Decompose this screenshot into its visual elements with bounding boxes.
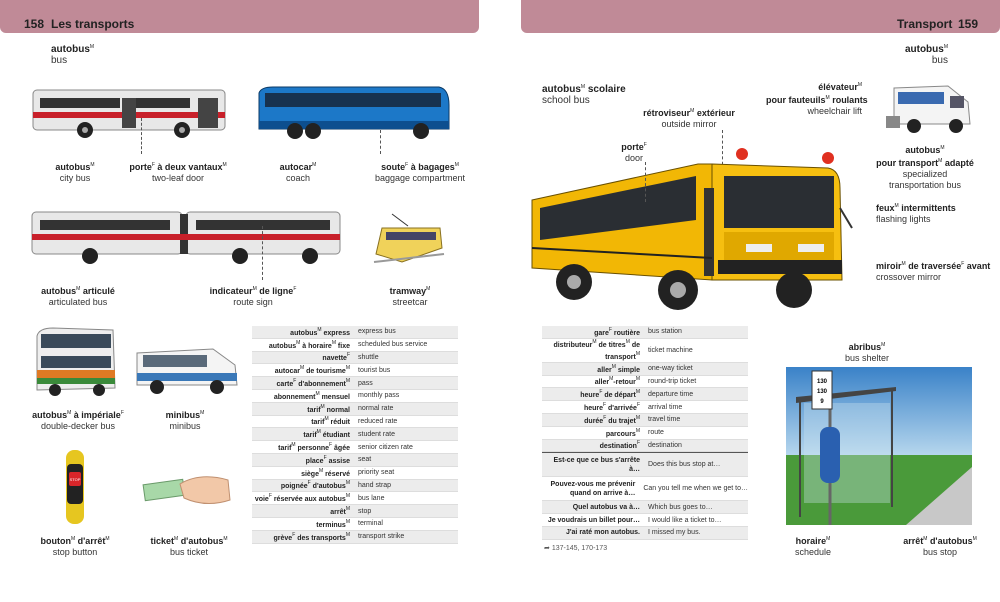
- baggage-pointer: [380, 130, 381, 154]
- label-bus-shelter: abribus$^M$ bus shelter: [844, 342, 890, 363]
- stop-sign-text: STOP: [69, 477, 81, 482]
- vocab-english: terminal: [358, 520, 383, 528]
- phrase-row: [542, 527, 748, 540]
- left-vocab-row: [252, 403, 458, 416]
- vocab-french: Pouvez-vous me prévenir quand on arrive à…: [550, 480, 636, 497]
- label-city-bus: autobus$^M$ city bus: [55, 162, 95, 183]
- label-streetcar: tramway$^M$ streetcar: [389, 286, 431, 307]
- vocab-french: arrêt$^M$: [330, 506, 350, 517]
- bus-shelter-image: [786, 367, 972, 525]
- left-vocab-row: [252, 480, 458, 493]
- vocab-french: carte$^F$ d'abonnement$^M$: [276, 378, 350, 389]
- left-vocab-row: [252, 326, 458, 339]
- left-vocab-row: [252, 467, 458, 480]
- vocab-french: heure$^F$ de départ$^M$: [580, 389, 640, 400]
- arrow-icon: ➦: [544, 545, 552, 552]
- left-vocab-row: [252, 518, 458, 531]
- right-vocab-row: [542, 339, 748, 363]
- label-two-leaf-door: porte$^F$ à deux vantaux$^M$ two-leaf door: [129, 162, 227, 183]
- vocab-french: gare$^F$ routière: [594, 326, 640, 337]
- left-page-title: Les transports: [51, 17, 135, 31]
- vocab-french: navette$^F$: [322, 352, 350, 363]
- sign-number-1: 130: [816, 379, 828, 385]
- vocab-english: bus lane: [358, 494, 385, 502]
- label-flashing-lights: feux$^M$ intermittents flashing lights: [876, 203, 956, 224]
- left-vocab-row: [252, 505, 458, 518]
- vocab-english: I missed my bus.: [648, 529, 701, 537]
- label-coach: autocar$^M$ coach: [279, 162, 317, 183]
- vocab-french: tarif$^M$ normal: [307, 403, 350, 414]
- vocab-french: distributeur$^M$ de titres$^M$ de transport$^M$: [553, 339, 640, 362]
- vocab-french: J'ai raté mon autobus.: [565, 529, 640, 537]
- label-minibus: minibus$^M$ minibus: [165, 410, 205, 431]
- cross-reference: ➦ 137-145, 170-173: [544, 545, 608, 552]
- label-wheelchair-lift: élévateur$^M$ pour fauteuils$^M$ roulants wheelchair lift: [766, 82, 868, 116]
- phrase-row: [542, 501, 748, 514]
- left-page-number: 158: [24, 17, 45, 31]
- stop-button-image: [60, 448, 90, 526]
- sign-number-2: 130: [816, 389, 828, 395]
- vocab-english: express bus: [358, 328, 396, 336]
- vocab-french: tarif$^M$ réduit: [311, 416, 350, 427]
- vocab-english: monthly pass: [358, 392, 400, 400]
- vocab-french: grève$^F$ des transports$^M$: [273, 531, 350, 542]
- phrase-row: [542, 477, 748, 501]
- left-vocab-row: [252, 352, 458, 365]
- vocab-english: student rate: [358, 430, 395, 438]
- right-vocab-row: [542, 326, 748, 339]
- vocab-french: aller$^M$ simple: [597, 363, 640, 374]
- vocab-french: parcours$^M$: [605, 427, 640, 438]
- label-school-bus: autobus$^M$ scolaire school bus: [542, 84, 626, 106]
- vocab-english: one-way ticket: [648, 365, 693, 373]
- coach-image: [253, 85, 453, 143]
- route-sign-pointer: [262, 226, 263, 280]
- vocab-french: terminus$^M$: [316, 518, 350, 529]
- label-baggage-compartment: soute$^F$ à bagages$^M$ baggage compartment: [374, 162, 466, 183]
- vocab-french: autobus$^M$ à horaire$^M$ fixe: [268, 339, 350, 350]
- vocab-english: hand strap: [358, 481, 392, 489]
- vocab-english: shuttle: [358, 353, 379, 361]
- vocab-english: priority seat: [358, 469, 395, 477]
- right-header-label: autobus$^M$ bus: [904, 44, 948, 66]
- label-door: porte$^F$ door: [621, 142, 647, 163]
- vocab-french: aller$^M$-retour$^M$: [594, 376, 640, 387]
- minibus-image: [133, 345, 243, 397]
- left-vocab-row: [252, 531, 458, 544]
- vocab-french: autocar$^M$ de tourisme$^M$: [274, 365, 350, 376]
- left-vocab-row: [252, 377, 458, 390]
- vocab-english: travel time: [648, 416, 681, 424]
- label-schedule: horaire$^M$ schedule: [794, 536, 832, 557]
- vocab-english: route: [648, 429, 664, 437]
- vocab-french: autobus$^M$ express: [290, 326, 350, 337]
- vocab-french: durée$^F$ du trajet$^M$: [584, 414, 640, 425]
- left-vocab-row: [252, 339, 458, 352]
- city-bus-image: [30, 88, 228, 140]
- label-bus-stop: arrêt$^M$ d'autobus$^M$ bus stop: [903, 536, 977, 557]
- left-vocab-row: [252, 441, 458, 454]
- right-page-number: 159: [958, 17, 979, 31]
- vocab-english: round-trip ticket: [648, 377, 697, 385]
- vocab-english: departure time: [648, 390, 694, 398]
- left-header-label: autobus$^M$ bus: [51, 44, 95, 66]
- vocab-english: scheduled bus service: [358, 341, 428, 349]
- label-crossover-mirror: miroir$^M$ de traversée$^F$ avant crossover mirror: [876, 261, 991, 282]
- vocab-english: ticket machine: [648, 346, 693, 354]
- phrase-row: [542, 514, 748, 527]
- vocab-french: siège$^M$ réservé: [301, 467, 350, 478]
- left-vocab-table: [252, 326, 458, 544]
- right-vocab-row: [542, 414, 748, 427]
- vocab-english: Does this bus stop at…: [648, 461, 721, 469]
- articulated-bus-image: [30, 208, 342, 268]
- left-vocab-row: [252, 416, 458, 429]
- vocab-french: poignée$^F$ d'autobus$^M$: [280, 480, 350, 491]
- vocab-french: Est-ce que ce bus s'arrête à…: [553, 456, 640, 473]
- right-vocab-row: [542, 401, 748, 414]
- label-articulated-bus: autobus$^M$ articulé articulated bus: [41, 286, 115, 307]
- right-vocab-row: [542, 427, 748, 440]
- vocab-english: Can you tell me when we get to…: [643, 485, 748, 493]
- vocab-english: normal rate: [358, 405, 394, 413]
- vocab-english: tourist bus: [358, 366, 391, 374]
- vocab-english: I would like a ticket to…: [648, 516, 722, 524]
- left-vocab-row: [252, 428, 458, 441]
- specialized-bus-image: [884, 80, 974, 136]
- vocab-french: destination$^F$: [599, 440, 640, 451]
- vocab-english: destination: [648, 441, 682, 449]
- vocab-english: reduced rate: [358, 417, 398, 425]
- left-vocab-row: [252, 454, 458, 467]
- phrase-row: [542, 453, 748, 477]
- right-vocab-row: [542, 376, 748, 389]
- label-stop-button: bouton$^M$ d'arrêt$^M$ stop button: [40, 536, 110, 557]
- double-decker-image: [33, 326, 121, 400]
- right-vocab-row: [542, 388, 748, 401]
- left-vocab-row: [252, 492, 458, 505]
- school-bus-image: [528, 148, 856, 318]
- left-vocab-row: [252, 390, 458, 403]
- right-vocab-row: [542, 363, 748, 376]
- vocab-english: pass: [358, 379, 373, 387]
- vocab-english: arrival time: [648, 403, 683, 411]
- vocab-french: heure$^F$ d'arrivée$^F$: [583, 402, 640, 413]
- vocab-french: tarif$^M$ étudiant: [303, 429, 350, 440]
- right-vocab-table: [542, 326, 748, 540]
- vocab-french: Quel autobus va à…: [572, 503, 640, 511]
- vocab-english: stop: [358, 507, 372, 515]
- bus-ticket-image: [140, 470, 234, 510]
- sign-number-3: 9: [820, 399, 824, 405]
- vocab-english: seat: [358, 456, 372, 464]
- vocab-french: Je voudrais un billet pour…: [547, 516, 640, 524]
- vocab-french: abonnement$^M$ mensuel: [273, 390, 350, 401]
- label-bus-ticket: ticket$^M$ d'autobus$^M$ bus ticket: [150, 536, 228, 557]
- two-leaf-door-pointer: [141, 118, 142, 154]
- vocab-french: tarif$^M$ personne$^F$ âgée: [278, 442, 350, 453]
- vocab-english: senior citizen rate: [358, 443, 413, 451]
- vocab-english: Which bus goes to…: [648, 503, 713, 511]
- right-page-title: Transport: [897, 17, 953, 31]
- door-pointer: [645, 162, 646, 202]
- label-specialized-bus: autobus$^M$ pour transport$^M$ adapté specialized transportation bus: [876, 145, 974, 190]
- left-vocab-row: [252, 364, 458, 377]
- vocab-english: bus station: [648, 328, 682, 336]
- vocab-french: voie$^F$ réservée aux autobus$^M$: [254, 493, 350, 504]
- streetcar-image: [372, 212, 446, 268]
- label-route-sign: indicateur$^M$ de ligne$^F$ route sign: [209, 286, 297, 307]
- label-double-decker: autobus$^M$ à impériale$^F$ double-decker bus: [32, 410, 124, 431]
- vocab-english: transport strike: [358, 533, 405, 541]
- right-vocab-row: [542, 440, 748, 453]
- vocab-french: place$^F$ assise: [305, 454, 350, 465]
- label-outside-mirror: rétroviseur$^M$ extérieur outside mirror: [643, 108, 735, 129]
